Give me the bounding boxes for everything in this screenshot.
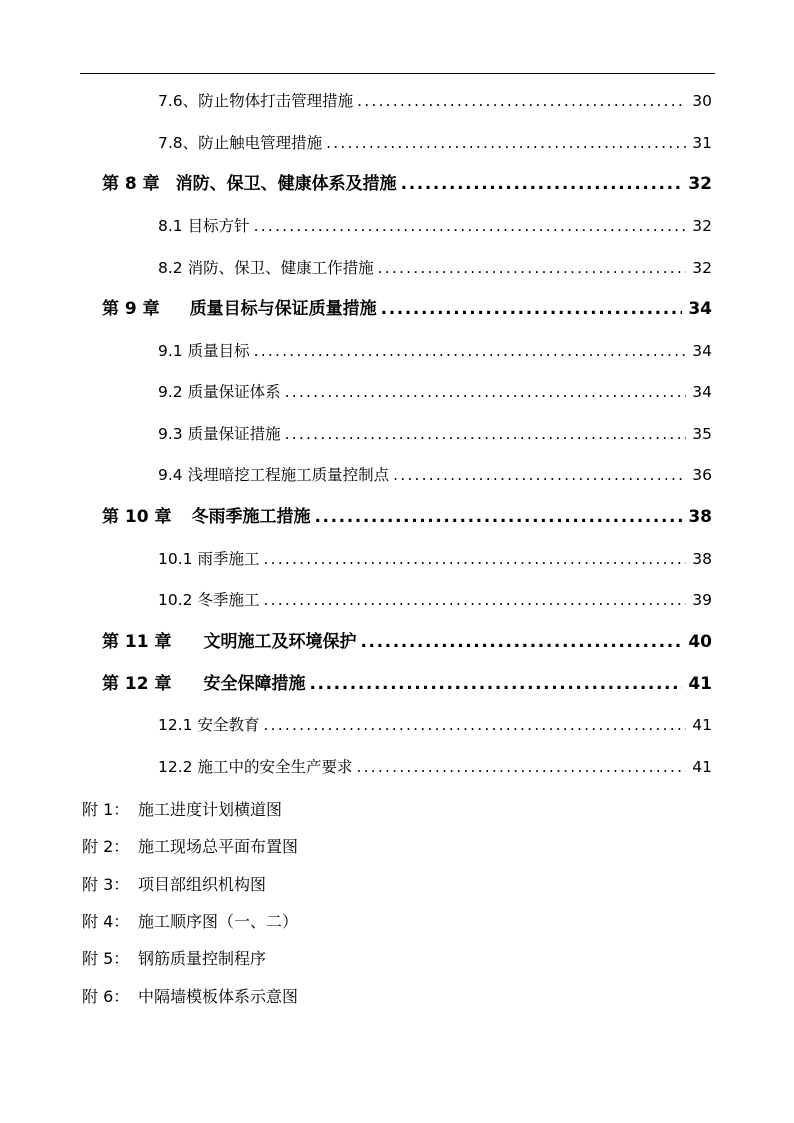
- appendix-prefix: 附 6：: [82, 987, 130, 1006]
- toc-entry[interactable]: [158, 712, 712, 738]
- appendix-title: 施工顺序图（一、二）: [138, 912, 299, 931]
- appendix-prefix: 附 4：: [82, 912, 130, 931]
- chapter-title: 质量目标与保证质量措施: [189, 299, 377, 319]
- toc-entry-label: 7.6、防止物体打击管理措施: [158, 92, 354, 110]
- toc-entry-page: 38: [688, 507, 712, 527]
- toc-entry-page: 40: [688, 632, 712, 652]
- toc-leader-dots: [285, 421, 687, 447]
- appendix-item: [82, 872, 266, 898]
- toc-entry-page: 41: [692, 716, 712, 734]
- toc-entry-label: 12.1 安全教育: [158, 716, 260, 734]
- appendix-title: 项目部组织机构图: [138, 875, 267, 894]
- toc-entry[interactable]: [158, 255, 712, 281]
- toc-entry-page: 30: [692, 92, 712, 110]
- toc-chapter[interactable]: [102, 296, 712, 322]
- appendix-prefix: 附 5：: [82, 949, 130, 968]
- appendix-item: [82, 909, 298, 935]
- toc-chapter[interactable]: [102, 504, 712, 530]
- toc-entry-label: 8.2 消防、保卫、健康工作措施: [158, 259, 374, 277]
- appendix-prefix: 附 2：: [82, 837, 130, 856]
- toc-entry[interactable]: [158, 379, 712, 405]
- appendix-item: [82, 834, 298, 860]
- chapter-number: 第 10 章: [102, 507, 172, 527]
- chapter-title: 安全保障措施: [203, 674, 306, 694]
- toc-leader-dots: [393, 462, 686, 488]
- toc-leader-dots: [326, 130, 686, 156]
- chapter-title: 冬雨季施工措施: [191, 507, 311, 527]
- toc-entry-page: 39: [692, 591, 712, 609]
- toc-entry[interactable]: [158, 546, 712, 572]
- toc-entry[interactable]: [158, 88, 712, 114]
- appendix-item: [82, 946, 266, 972]
- toc-entry[interactable]: [158, 213, 712, 239]
- toc-leader-dots: [263, 712, 686, 738]
- toc-entry[interactable]: [158, 421, 712, 447]
- chapter-number: 第 9 章: [102, 299, 160, 319]
- toc-entry-label: 10.1 雨季施工: [158, 550, 260, 568]
- toc-chapter[interactable]: [102, 629, 712, 655]
- toc-entry-page: 34: [692, 383, 712, 401]
- chapter-title: 文明施工及环境保护: [203, 632, 357, 652]
- appendix-item: [82, 984, 298, 1010]
- toc-entry-label: 10.2 冬季施工: [158, 591, 260, 609]
- toc-entry-label: 9.4 浅埋暗挖工程施工质量控制点: [158, 466, 390, 484]
- toc-leader-dots: [285, 379, 687, 405]
- toc-entry-page: 32: [692, 217, 712, 235]
- toc-entry-label: 9.3 质量保证措施: [158, 425, 281, 443]
- toc-entry-page: 34: [688, 299, 712, 319]
- toc-leader-dots: [263, 587, 686, 613]
- toc-leader-dots: [356, 754, 686, 780]
- chapter-number: 第 8 章: [102, 174, 160, 194]
- toc-entry-page: 38: [692, 550, 712, 568]
- toc-entry-label: 9.2 质量保证体系: [158, 383, 281, 401]
- toc-leader-dots: [315, 504, 683, 530]
- chapter-number: 第 11 章: [102, 632, 172, 652]
- toc-entry-page: 41: [692, 758, 712, 776]
- appendix-title: 施工现场总平面布置图: [138, 837, 299, 856]
- toc-entry-label: 7.8、防止触电管理措施: [158, 134, 323, 152]
- toc-entry[interactable]: [158, 130, 712, 156]
- toc-leader-dots: [401, 171, 683, 197]
- toc-entry-page: 31: [692, 134, 712, 152]
- toc-entry-page: 32: [688, 174, 712, 194]
- appendix-prefix: 附 1：: [82, 800, 130, 819]
- toc-entry-page: 41: [688, 674, 712, 694]
- appendix-title: 施工进度计划横道图: [138, 800, 283, 819]
- toc-entry-label: 9.1 质量目标: [158, 342, 250, 360]
- toc-entry[interactable]: [158, 462, 712, 488]
- toc-entry-page: 32: [692, 259, 712, 277]
- appendix-prefix: 附 3：: [82, 875, 130, 894]
- toc-leader-dots: [378, 255, 687, 281]
- toc-entry[interactable]: [158, 754, 712, 780]
- toc-leader-dots: [254, 213, 687, 239]
- toc-entry-page: 35: [692, 425, 712, 443]
- toc-entry[interactable]: [158, 587, 712, 613]
- chapter-title: 消防、保卫、健康体系及措施: [175, 174, 397, 194]
- appendix-item: [82, 797, 282, 823]
- toc-leader-dots: [381, 296, 683, 322]
- toc-leader-dots: [357, 88, 686, 114]
- toc-leader-dots: [263, 546, 686, 572]
- toc-chapter[interactable]: [102, 671, 712, 697]
- appendix-title: 中隔墙模板体系示意图: [138, 987, 299, 1006]
- toc-entry-page: 34: [692, 342, 712, 360]
- chapter-number: 第 12 章: [102, 674, 172, 694]
- toc-entry-label: 8.1 目标方针: [158, 217, 250, 235]
- toc-entry-label: 12.2 施工中的安全生产要求: [158, 758, 353, 776]
- appendix-title: 钢筋质量控制程序: [138, 949, 267, 968]
- toc-leader-dots: [361, 629, 683, 655]
- toc-leader-dots: [254, 338, 687, 364]
- toc-leader-dots: [310, 671, 683, 697]
- toc-entry-page: 36: [692, 466, 712, 484]
- toc-entry[interactable]: [158, 338, 712, 364]
- header-rule: [80, 73, 715, 74]
- toc-chapter[interactable]: [102, 171, 712, 197]
